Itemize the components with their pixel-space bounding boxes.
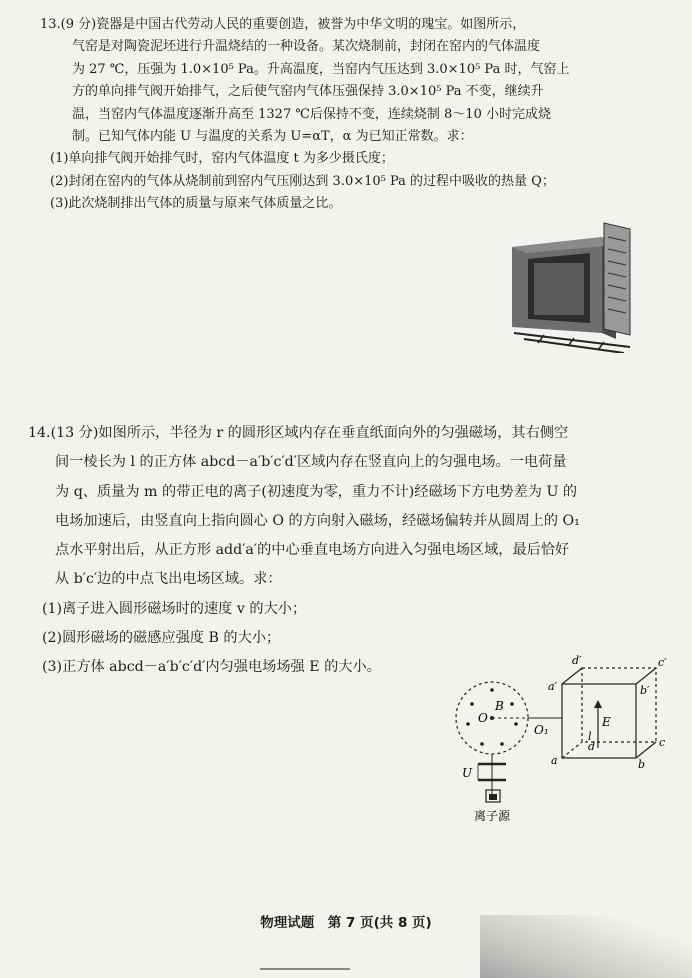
label-l: l bbox=[588, 730, 592, 743]
label-E: E bbox=[602, 715, 611, 729]
q14-line-2: 间一棱长为 l 的正方体 abcd－a′b′c′d′区域内存在竖直向上的匀强电场。一电荷量 bbox=[55, 454, 567, 471]
label-c-prime: c′ bbox=[658, 656, 667, 669]
ion-source-core bbox=[489, 794, 497, 800]
q14-sub-2: (2)圆形磁场的磁感应强度 B 的大小； bbox=[42, 630, 281, 647]
q13-line-1: 13.(9 分)瓷器是中国古代劳动人民的重要创造，被誉为中华文明的瑰宝。如图所示， bbox=[40, 17, 526, 32]
label-U: U bbox=[462, 766, 473, 780]
label-O1: O₁ bbox=[534, 723, 549, 737]
q14-line-4: 电场加速后，由竖直向上指向圆心 O 的方向射入磁场，经磁场偏转并从圆周上的 O₁ bbox=[55, 512, 580, 529]
label-d: d bbox=[588, 740, 596, 753]
q13-sub-3: (3)此次烧制排出气体的质量与原来气体质量之比。 bbox=[50, 196, 342, 212]
q14-line-1: 14.(13 分)如图所示，半径为 r 的圆形区域内存在垂直纸面向外的匀强磁场，其右侧空 bbox=[28, 425, 569, 441]
field-arrowhead bbox=[594, 700, 602, 708]
q13-line-6: 制。已知气体内能 U 与温度的关系为 U=αT，α 为已知正常数。求： bbox=[72, 129, 473, 145]
question-14 bbox=[28, 419, 668, 683]
q14-line-6: 从 b′c′边的中点飞出电场区域。求： bbox=[55, 571, 282, 588]
q14-sub-1: (1)离子进入圆形磁场时的速度 v 的大小； bbox=[42, 600, 307, 617]
label-ion-source: 离子源 bbox=[474, 809, 511, 823]
label-B: B bbox=[495, 699, 504, 713]
label-a-prime: a′ bbox=[548, 680, 558, 693]
label-b-prime: b′ bbox=[640, 684, 650, 697]
q13-line-3: 为 27 ℃，压强为 1.0×10⁵ Pa。升高温度，当窑内气压达到 3.0×10⁵ Pa 时，气窑上 bbox=[72, 61, 570, 77]
label-O: O bbox=[478, 711, 488, 725]
q13-line-5: 温，当窑内气体温度逐渐升高至 1327 ℃后保持不变，连续烧制 8～10 小时完成烧 bbox=[72, 106, 551, 122]
scan-shadow bbox=[480, 915, 692, 978]
label-d-prime: d′ bbox=[572, 654, 582, 667]
label-a: a bbox=[551, 754, 558, 767]
q14-sub-3: (3)正方体 abcd－a′b′c′d′内匀强电场场强 E 的大小。 bbox=[42, 659, 381, 676]
page-footer: 物理试题 第 7 页(共 8 页) bbox=[260, 915, 432, 931]
q13-sub-2: (2)封闭在窑内的气体从烧制前到窑内气压刚达到 3.0×10⁵ Pa 的过程中吸收的热量 Q； bbox=[50, 173, 555, 189]
kiln-illustration bbox=[504, 215, 632, 353]
q14-line-3: 为 q、质量为 m 的带正电的离子(初速度为零，重力不计)经磁场下方电势差为 U 的 bbox=[55, 483, 578, 500]
cube bbox=[562, 668, 656, 758]
q13-line-4: 方的单向排气阀开始排气，之后使气窑内气体压强保持 3.0×10⁵ Pa 不变，继续升 bbox=[72, 84, 544, 100]
q13-line-2: 气窑是对陶瓷泥坯进行升温烧结的一种设备。某次烧制前，封闭在窑内的气体温度 bbox=[72, 39, 541, 55]
q13-sub-1: (1)单向排气阀开始排气时，窑内气体温度 t 为多少摄氏度； bbox=[50, 151, 394, 167]
label-b: b bbox=[638, 758, 646, 771]
q14-line-5: 点水平射出后，从正方形 add′a′的中心垂直电场方向进入匀强电场区域，最后恰好 bbox=[55, 542, 570, 559]
field-diagram bbox=[448, 650, 684, 840]
question-13 bbox=[40, 14, 660, 216]
bottom-rule bbox=[260, 968, 350, 970]
label-c: c bbox=[659, 736, 666, 749]
